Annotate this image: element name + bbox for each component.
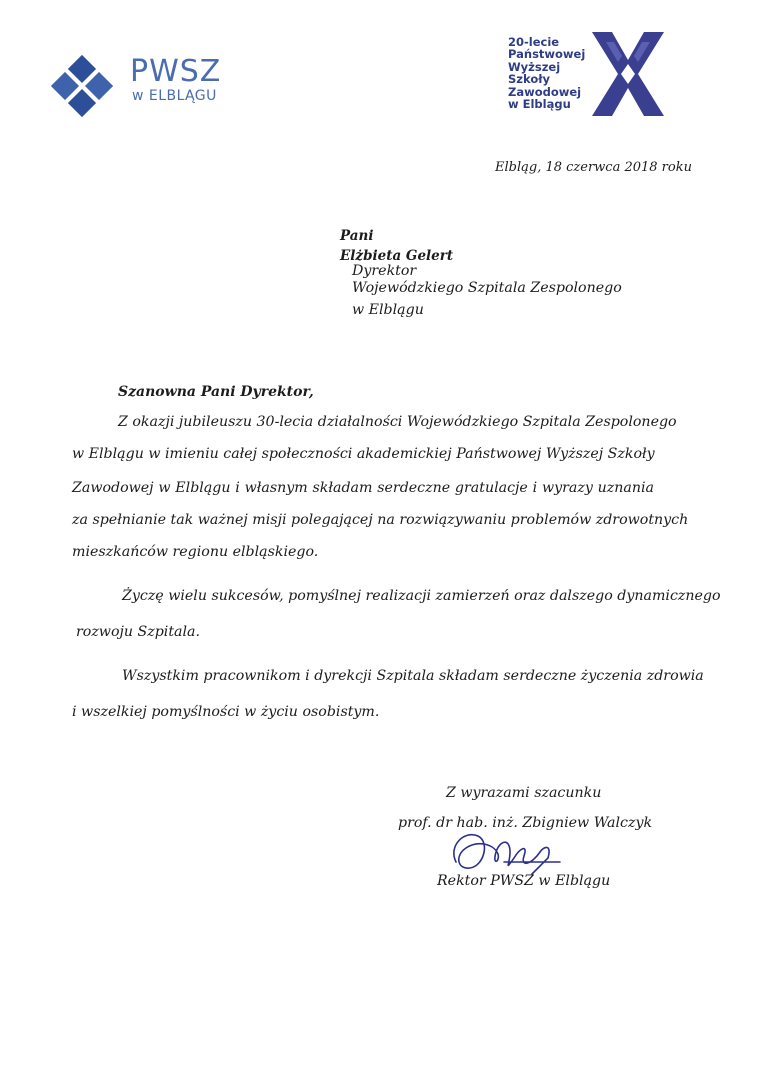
paragraph-line: Życzę wielu sukcesów, pomyślnej realizacji zamierzeń oraz dalszego dynamicznego <box>122 588 721 604</box>
closing-phrase: Z wyrazami szacunku <box>446 785 602 801</box>
signer-name: prof. dr hab. inż. Zbigniew Walczyk <box>398 815 653 831</box>
anniversary-line: Państwowej <box>508 47 586 62</box>
signer-role: Rektor PWSZ w Elblągu <box>437 873 611 889</box>
anniversary-line: Zawodowej <box>508 84 582 99</box>
logo-city: w ELBLĄGU <box>132 88 217 104</box>
paragraph-line: i wszelkiej pomyślności w życiu osobistym. <box>72 704 380 720</box>
paragraph-line: Wszystkim pracownikom i dyrekcji Szpitala składam serdeczne życzenia zdrowia <box>122 668 704 684</box>
addressee-city: w Elblągu <box>352 302 424 318</box>
pwsz-logo <box>46 50 266 120</box>
anniversary-text <box>508 36 600 110</box>
logo-name: PWSZ <box>130 54 222 89</box>
pwsz-emblem-icon <box>46 50 118 122</box>
paragraph-line: Z okazji jubileuszu 30-lecia działalności Wojewódzkiego Szpitala Zespolonego <box>118 414 677 430</box>
anniversary-line: Wyższej <box>508 59 561 74</box>
paragraph-line: w Elblągu w imieniu całej społeczności akademickiej Państwowej Wyższej Szkoły <box>72 446 655 462</box>
anniversary-logo <box>508 30 668 120</box>
paragraph-line: Zawodowej w Elblągu i własnym składam serdeczne gratulacje i wyrazy uznania <box>72 480 654 496</box>
letter-date: Elbląg, 18 czerwca 2018 roku <box>495 160 692 175</box>
anniversary-line: 20-lecie <box>508 35 560 49</box>
salutation: Szanowna Pani Dyrektor, <box>118 384 314 400</box>
anniversary-line: Szkoły <box>508 72 550 87</box>
paragraph-line: mieszkańców regionu elbląskiego. <box>72 544 319 560</box>
addressee-title: Dyrektor <box>352 263 417 279</box>
addressee-salute: Pani <box>340 228 374 244</box>
paragraph-line: za spełnianie tak ważnej misji polegającej na rozwiązywaniu problemów zdrowotnych <box>72 512 689 528</box>
addressee-institution: Wojewódzkiego Szpitala Zespolonego <box>352 280 622 296</box>
x-emblem-icon <box>588 30 668 118</box>
addressee-name: Elżbieta Gelert <box>340 248 454 264</box>
anniversary-line: w Elblągu <box>508 97 571 112</box>
paragraph-line: rozwoju Szpitala. <box>76 624 201 640</box>
